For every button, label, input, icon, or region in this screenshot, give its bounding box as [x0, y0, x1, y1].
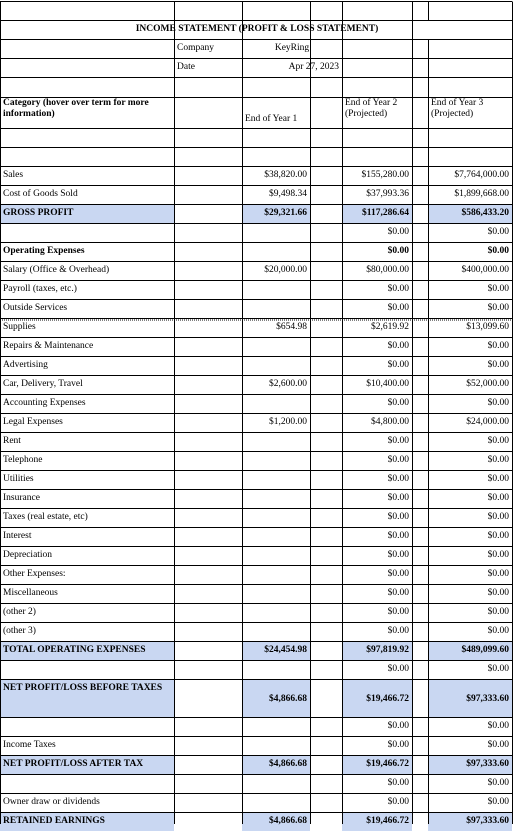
year2-value[interactable]: $2,619.92 — [371, 322, 409, 332]
year1-value[interactable]: $1,200.00 — [269, 417, 307, 427]
row-label: Sales — [3, 170, 24, 180]
year2-value[interactable]: $97,819.92 — [366, 645, 409, 655]
statement-title: INCOME STATEMENT (PROFIT & LOSS STATEMENT) — [135, 24, 379, 34]
row-label: RETAINED EARNINGS — [3, 816, 105, 826]
year1-value[interactable] — [242, 664, 310, 676]
year2-value[interactable]: $19,466.72 — [366, 759, 409, 769]
year1-value[interactable] — [242, 550, 310, 562]
row-label: Other Expenses: — [3, 569, 66, 579]
year1-value[interactable] — [242, 474, 310, 486]
row-label: NET PROFIT/LOSS BEFORE TAXES — [3, 683, 163, 693]
date-value[interactable]: Apr 27, 2023 — [288, 62, 339, 72]
year3-value[interactable]: $400,000.00 — [461, 265, 509, 275]
row-label: Interest — [3, 531, 32, 541]
year3-value[interactable]: $489,099.60 — [461, 645, 509, 655]
year3-value[interactable]: $0.00 — [487, 474, 509, 484]
year3-header: End of Year 3 (Projected) — [431, 98, 484, 119]
year3-value[interactable]: $0.00 — [487, 664, 509, 674]
row-label: GROSS PROFIT — [3, 208, 74, 218]
year1-value[interactable]: $654.98 — [276, 322, 307, 332]
row-label: Depreciation — [3, 550, 53, 560]
year3-value[interactable]: $97,333.60 — [466, 693, 509, 704]
row-label: Income Taxes — [3, 740, 56, 750]
company-label: Company — [177, 43, 214, 53]
year2-value[interactable]: $0.00 — [387, 436, 409, 446]
year3-value[interactable]: $0.00 — [487, 569, 509, 579]
year3-value[interactable]: $0.00 — [487, 227, 509, 237]
year1-value[interactable]: $4,866.68 — [269, 816, 307, 826]
year2-value[interactable]: $19,466.72 — [366, 693, 409, 704]
year2-value[interactable]: $10,400.00 — [366, 379, 409, 389]
year2-value[interactable]: $0.00 — [387, 284, 409, 294]
year2-value[interactable]: $0.00 — [387, 664, 409, 674]
year1-value[interactable] — [242, 436, 310, 448]
year2-value[interactable]: $0.00 — [387, 246, 409, 256]
year3-value[interactable]: $0.00 — [487, 512, 509, 522]
year2-value[interactable]: $0.00 — [387, 740, 409, 750]
year3-value[interactable]: $0.00 — [487, 778, 509, 788]
row-label — [0, 227, 242, 239]
year1-value[interactable] — [242, 360, 310, 372]
year1-value[interactable] — [242, 227, 310, 239]
year1-value[interactable] — [242, 512, 310, 524]
year3-value[interactable]: $0.00 — [487, 721, 509, 731]
year2-value[interactable]: $80,000.00 — [366, 265, 409, 275]
year1-value[interactable] — [242, 626, 310, 638]
row-label: TOTAL OPERATING EXPENSES — [3, 645, 146, 655]
row-label: Rent — [3, 436, 21, 446]
year2-header: End of Year 2 (Projected) — [345, 98, 398, 119]
row-label: NET PROFIT/LOSS AFTER TAX — [3, 759, 144, 769]
year3-value[interactable]: $0.00 — [487, 360, 509, 370]
year3-value[interactable]: $7,764,000.00 — [454, 170, 509, 180]
year3-value[interactable]: $0.00 — [487, 607, 509, 617]
year2-value[interactable]: $0.00 — [387, 797, 409, 807]
row-label: Telephone — [3, 455, 43, 465]
row-label: Salary (Office & Overhead) — [3, 265, 110, 275]
year2-value[interactable]: $0.00 — [387, 493, 409, 503]
row-label — [0, 778, 242, 790]
year3-value[interactable]: $13,099.60 — [466, 322, 509, 332]
year2-value[interactable]: $0.00 — [387, 550, 409, 560]
row-label: Accounting Expenses — [3, 398, 86, 408]
year1-value[interactable] — [242, 778, 310, 790]
year2-value[interactable]: $0.00 — [387, 569, 409, 579]
year2-value[interactable]: $0.00 — [387, 227, 409, 237]
year1-value[interactable]: $24,454.98 — [264, 645, 307, 655]
year1-value[interactable] — [242, 303, 310, 315]
year1-value[interactable]: $9,498.34 — [269, 189, 307, 199]
row-label: Outside Services — [3, 303, 68, 313]
year1-value[interactable]: $4,866.68 — [269, 759, 307, 769]
year3-value[interactable]: $586,433.20 — [461, 208, 509, 218]
year2-value[interactable]: $0.00 — [387, 778, 409, 788]
year2-value[interactable]: $155,280.00 — [361, 170, 409, 180]
row-label: (other 3) — [3, 626, 36, 636]
year2-value[interactable]: $117,286.64 — [362, 208, 409, 218]
year2-value[interactable]: $0.00 — [387, 626, 409, 636]
year1-value[interactable] — [242, 721, 310, 733]
category-header[interactable]: Category (hover over term for more information) — [3, 98, 149, 119]
year1-value[interactable] — [242, 341, 310, 353]
row-label: Supplies — [3, 322, 36, 332]
year2-value[interactable]: $0.00 — [387, 512, 409, 522]
year1-value[interactable]: $4,866.68 — [269, 693, 307, 704]
year2-value[interactable]: $0.00 — [387, 474, 409, 484]
year1-value[interactable]: $20,000.00 — [264, 265, 307, 275]
year3-value[interactable]: $1,899,668.00 — [454, 189, 509, 199]
year3-value[interactable]: $0.00 — [487, 303, 509, 313]
year1-value[interactable] — [242, 588, 310, 600]
row-label: Operating Expenses — [3, 246, 85, 256]
year3-value[interactable]: $0.00 — [487, 398, 509, 408]
year3-value[interactable]: $0.00 — [487, 436, 509, 446]
company-value[interactable]: KeyRing — [274, 43, 310, 53]
year3-value[interactable]: $52,000.00 — [466, 379, 509, 389]
row-label: (other 2) — [3, 607, 36, 617]
row-label: Utilities — [3, 474, 34, 484]
row-label: Payroll (taxes, etc.) — [3, 284, 77, 294]
year1-value[interactable] — [242, 607, 310, 619]
date-label: Date — [177, 62, 195, 72]
row-label: Car, Delivery, Travel — [3, 379, 83, 389]
year3-value[interactable]: $0.00 — [487, 588, 509, 598]
row-label: Miscellaneous — [3, 588, 58, 598]
year1-value[interactable] — [242, 740, 310, 752]
year3-value[interactable]: $0.00 — [487, 493, 509, 503]
year2-value[interactable]: $0.00 — [387, 588, 409, 598]
year1-value[interactable]: $38,820.00 — [264, 170, 307, 180]
year3-value[interactable]: $0.00 — [487, 626, 509, 636]
year1-value[interactable]: $2,600.00 — [269, 379, 307, 389]
year1-header: End of Year 1 — [245, 114, 298, 124]
year2-value[interactable]: $0.00 — [387, 455, 409, 465]
year1-value[interactable]: $29,321.66 — [264, 208, 307, 218]
year3-value[interactable]: $0.00 — [487, 797, 509, 807]
row-label: Advertising — [3, 360, 48, 370]
year2-value[interactable]: $0.00 — [387, 360, 409, 370]
year1-value[interactable] — [242, 493, 310, 505]
year1-value[interactable] — [242, 398, 310, 410]
year1-value[interactable] — [242, 284, 310, 296]
year2-value[interactable]: $0.00 — [387, 341, 409, 351]
row-label — [0, 721, 242, 733]
year3-value[interactable]: $0.00 — [487, 284, 509, 294]
year1-value[interactable] — [242, 569, 310, 581]
year3-value[interactable]: $0.00 — [487, 531, 509, 541]
year3-value[interactable]: $97,333.60 — [466, 759, 509, 769]
year2-value[interactable]: $19,466.72 — [366, 816, 409, 826]
year2-value[interactable]: $0.00 — [387, 607, 409, 617]
year2-value[interactable]: $0.00 — [387, 531, 409, 541]
year1-value[interactable] — [242, 531, 310, 543]
year2-value[interactable]: $4,800.00 — [371, 417, 409, 427]
year3-value[interactable]: $0.00 — [487, 550, 509, 560]
year3-value[interactable]: $97,333.60 — [466, 816, 509, 826]
year2-value[interactable]: $37,993.36 — [366, 189, 409, 199]
year3-value[interactable]: $0.00 — [487, 246, 509, 256]
year3-value[interactable]: $24,000.00 — [466, 417, 509, 427]
year1-value[interactable] — [242, 246, 310, 258]
year2-value[interactable]: $0.00 — [387, 721, 409, 731]
year2-value[interactable]: $0.00 — [387, 398, 409, 408]
year1-value[interactable] — [242, 797, 310, 809]
row-label: Repairs & Maintenance — [3, 341, 94, 351]
row-label — [0, 664, 242, 676]
row-label: Taxes (real estate, etc) — [3, 512, 88, 522]
year3-value[interactable]: $0.00 — [487, 341, 509, 351]
row-label: Legal Expenses — [3, 417, 63, 427]
row-label: Owner draw or dividends — [3, 797, 100, 807]
year2-value[interactable]: $0.00 — [387, 303, 409, 313]
year1-value[interactable] — [242, 455, 310, 467]
row-label: Insurance — [3, 493, 40, 503]
row-label: Cost of Goods Sold — [3, 189, 78, 199]
year3-value[interactable]: $0.00 — [487, 455, 509, 465]
year3-value[interactable]: $0.00 — [487, 740, 509, 750]
